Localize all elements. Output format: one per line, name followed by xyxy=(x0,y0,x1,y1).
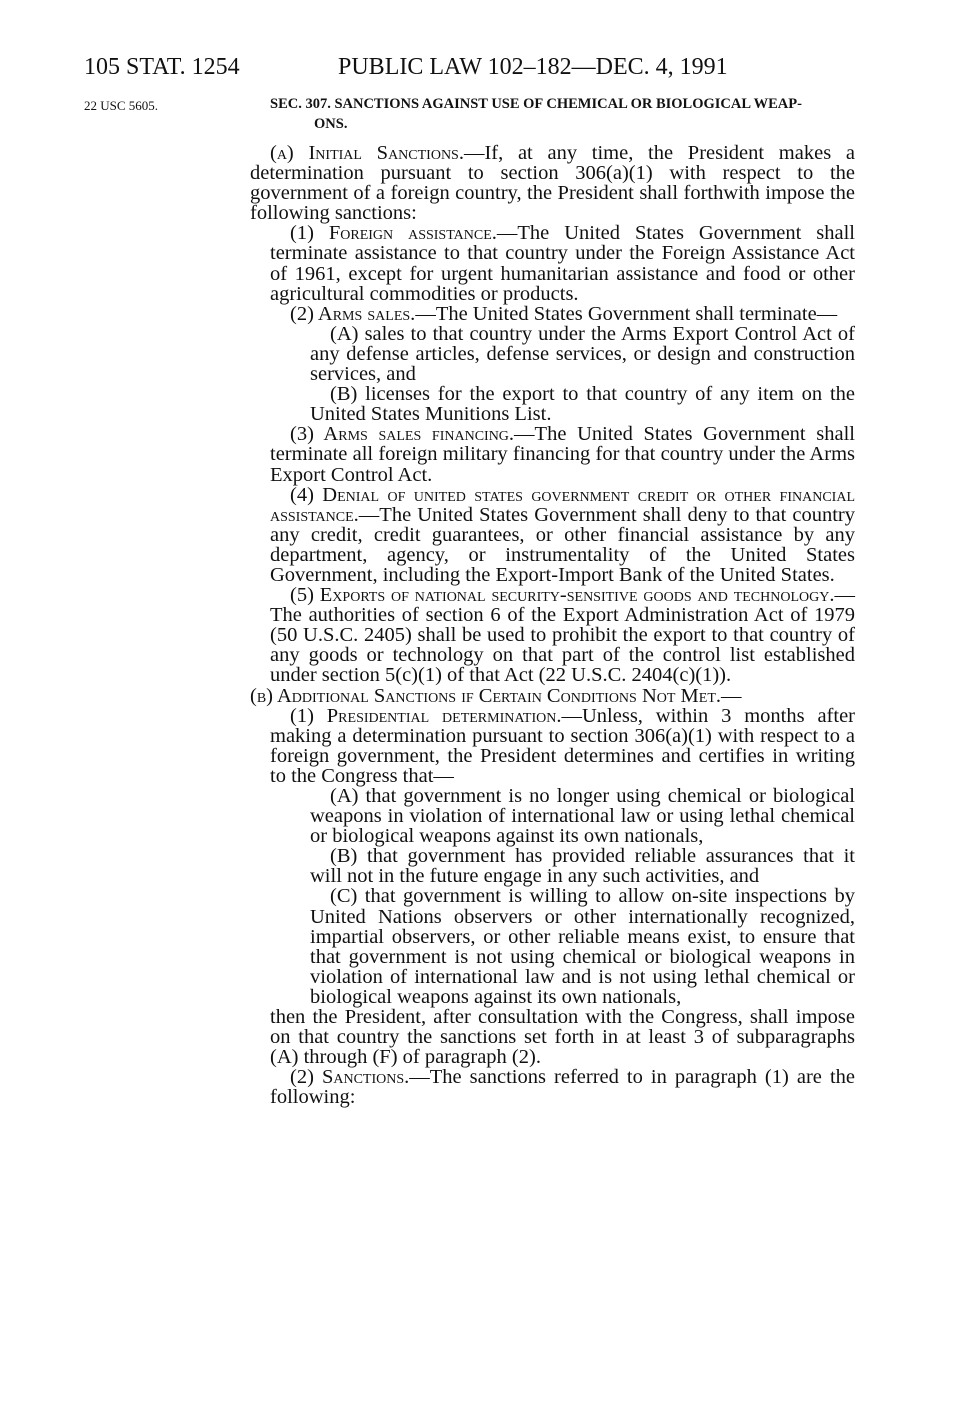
paragraph-a4-caption: (4) Denial of united states government credit or other financial assistance. xyxy=(270,483,855,526)
subparagraph-b1-A: (A) that government is no longer using chemical or biological weapons in violation of international law or using lethal chemical or biological weapons against its own nationals, xyxy=(310,785,855,848)
page-reference: 105 STAT. 1254 xyxy=(84,54,240,80)
paragraph-a2-caption: (2) Arms sales. xyxy=(290,302,416,325)
paragraph-b1-text: —Unless, within 3 months after making a determination pursuant to section 306(a)(1) with respect to a foreign government, the President determines and certifies in writing to the Congress that— xyxy=(270,704,855,787)
subsection-b-caption: (b) Additional Sanctions if Certain Conditions Not Met. xyxy=(250,684,721,707)
section-heading xyxy=(270,94,855,134)
paragraph-a4 xyxy=(270,485,855,585)
paragraph-b1 xyxy=(270,706,855,786)
paragraph-a4-text: —The United States Government shall deny to that country any credit, credit guarantees, or other financial assistance by any department, agency, or instrumentality of the United States Government, including the Export-Import Bank of the United States. xyxy=(270,503,855,586)
paragraph-a3 xyxy=(270,424,855,484)
paragraph-a2-text: —The United States Government shall terminate— xyxy=(415,302,838,325)
subsection-b-dash: — xyxy=(721,684,742,707)
paragraph-a5-text: —The authorities of section 6 of the Export Administration Act of 1979 (50 U.S.C. 2405) shall be used to prohibit the export to that country of any goods or technology on that part of the control list established under section 5(c)(1) of that Act (22 U.S.C. 2404(c)(1)). xyxy=(270,584,855,687)
paragraph-a1-caption: (1) Foreign assistance. xyxy=(290,222,497,245)
subsection-a-text: —If, at any time, the President makes a determination pursuant to section 306(a)(1) with respect to the government of a foreign country, the President shall forthwith impose the following sanctions: xyxy=(250,142,855,225)
subparagraph-a2-A: (A) sales to that country under the Arms Export Control Act of any defense articles, defense services, or design and construction services, and xyxy=(310,322,855,386)
paragraph-a5 xyxy=(270,585,855,685)
paragraph-b2-text: —The sanctions referred to in paragraph (1) are the following: xyxy=(270,1066,855,1109)
subsection-a-caption: (a) Initial Sanctions. xyxy=(270,142,464,164)
paragraph-a2 xyxy=(270,304,855,324)
subparagraph-b1-B: (B) that government has provided reliable assurances that it will not in the future engage in any such activities, and xyxy=(310,845,855,888)
subparagraph-a2-B: (B) licenses for the export to that country of any item on the United States Munitions List. xyxy=(310,383,855,426)
paragraph-a1 xyxy=(270,223,855,303)
paragraph-a5-caption: (5) Exports of national security-sensitive goods and technology. xyxy=(290,584,835,607)
paragraph-b1-caption: (1) Presidential determination. xyxy=(290,704,562,727)
paragraph-b2 xyxy=(270,1067,855,1107)
section-body xyxy=(250,94,856,1109)
paragraph-a3-text: —The United States Government shall terminate all foreign military financing for that country under the Arms Export Control Act. xyxy=(270,423,856,486)
subsection-a xyxy=(250,143,855,223)
paragraph-b2-caption: (2) Sanctions. xyxy=(290,1066,410,1089)
subparagraph-b1-C: (C) that government is willing to allow on-site inspections by United Nations observers or other internationally recognized, impartial observers, or other reliable means exist, to ensure that that government is not using chemical or biological weapons in violation of international law and is not using lethal chemical or biological weapons against its own nationals, xyxy=(310,885,855,1008)
subsection-b xyxy=(250,686,855,706)
law-reference: PUBLIC LAW 102–182—DEC. 4, 1991 xyxy=(338,54,728,80)
paragraph-a1-text: —The United States Government shall terminate assistance to that country under the Foreign Assistance Act of 1961, except for urgent humanitarian assistance and food or other agricultural commodities or products. xyxy=(270,222,856,305)
section-heading-line2: ONS. xyxy=(314,116,348,132)
paragraph-a3-caption: (3) Arms sales financing. xyxy=(290,423,515,446)
section-heading-line1: SEC. 307. SANCTIONS AGAINST USE OF CHEMICAL OR BIOLOGICAL WEAP- xyxy=(270,96,802,112)
margin-citation: 22 USC 5605. xyxy=(84,98,159,113)
paragraph-b1-conclusion: then the President, after consultation with the Congress, shall impose on that country the sanctions set forth in at least 3 of subparagraphs (A) through (F) of paragraph (2). xyxy=(270,1006,855,1069)
